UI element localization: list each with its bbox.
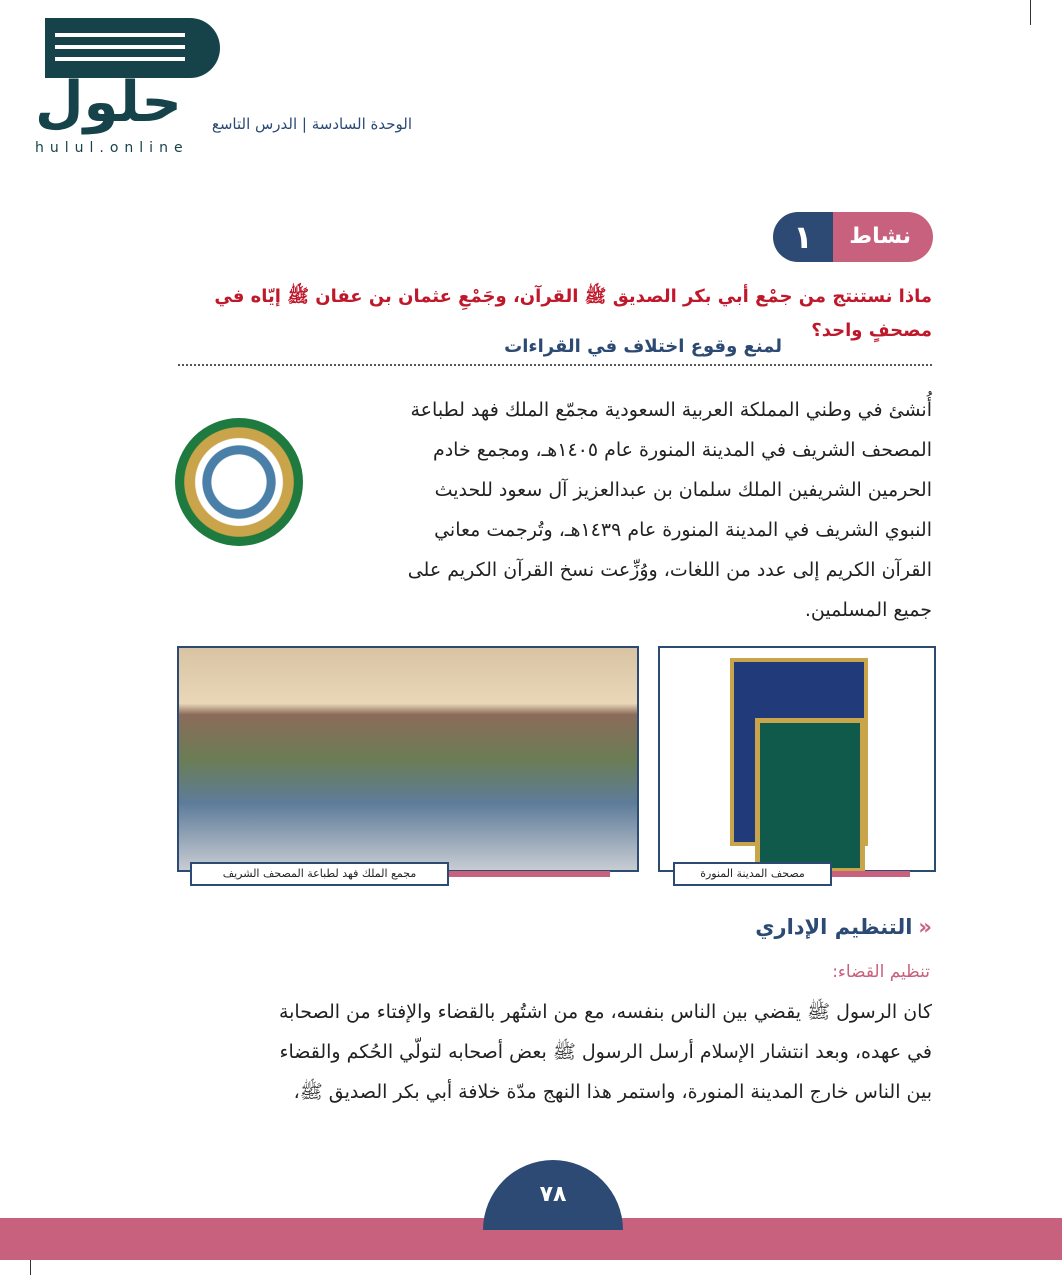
logo-word: حلول (35, 70, 182, 135)
text-line: النبوي الشريف في المدينة المنورة عام ١٤٣٩هـ، وتُرجمت معاني (434, 519, 932, 541)
text-line: المصحف الشريف في المدينة المنورة عام ١٤٠٥هـ، ومجمع خادم (432, 439, 932, 461)
hulul-logo (15, 8, 205, 156)
intro-paragraph (330, 390, 932, 630)
mushaf-caption: مصحف المدينة المنورة (673, 862, 832, 886)
subsection-heading: تنظيم القضاء: (832, 962, 930, 982)
text-line: كان الرسول ﷺ يقضي بين الناس بنفسه، مع من اشتُهر بالقضاء والإفتاء من الصحابة (278, 1001, 932, 1023)
text-line: في عهده، وبعد انتشار الإسلام أرسل الرسول ﷺ بعض أصحابه لتولّي الحُكم والقضاء (279, 1041, 932, 1063)
answer-line[interactable] (178, 336, 932, 366)
caption-accent (440, 871, 610, 877)
judiciary-paragraph (175, 992, 932, 1112)
activity-badge (773, 212, 933, 262)
crop-mark (1030, 0, 1031, 25)
double-chevron-icon: « (918, 915, 932, 939)
answer-text: لمنع وقوع اختلاف في القراءات (504, 336, 782, 357)
text-line: أُنشئ في وطني المملكة العربية السعودية مجمّع الملك فهد لطباعة (410, 399, 932, 421)
king-fahd-complex-photo (177, 646, 639, 872)
activity-label: نشاط (849, 224, 911, 249)
king-fahd-complex-seal (175, 418, 303, 546)
breadcrumb: الوحدة السادسة | الدرس التاسع (211, 115, 412, 133)
caption-accent (820, 871, 910, 877)
logo-url: hulul.online (35, 140, 189, 156)
section-title: التنظيم الإداري (755, 915, 913, 939)
mushaf-cover-front (755, 718, 865, 873)
complex-caption: مجمع الملك فهد لطباعة المصحف الشريف (190, 862, 449, 886)
text-line: جميع المسلمين. (804, 599, 932, 621)
text-line: القرآن الكريم إلى عدد من اللغات، ووُزِّعت نسخ القرآن الكريم على (407, 559, 932, 581)
section-heading (755, 915, 932, 939)
page-number: ٧٨ (483, 1160, 623, 1230)
mushaf-photo (658, 646, 936, 872)
activity-question: ماذا نستنتج من جمْع أبي بكر الصديق ﷺ القرآن، وجَمْعِ عثمان بن عفان ﷺ إيّاه في مصحفٍ واحد؟ (214, 286, 932, 341)
text-line: الحرمين الشريفين الملك سلمان بن عبدالعزيز آل سعود للحديث (434, 479, 932, 501)
text-line: بين الناس خارج المدينة المنورة، واستمر هذا النهج مدّة خلافة أبي بكر الصديق ﷺ، (293, 1081, 932, 1103)
activity-number: ١ (773, 212, 833, 262)
